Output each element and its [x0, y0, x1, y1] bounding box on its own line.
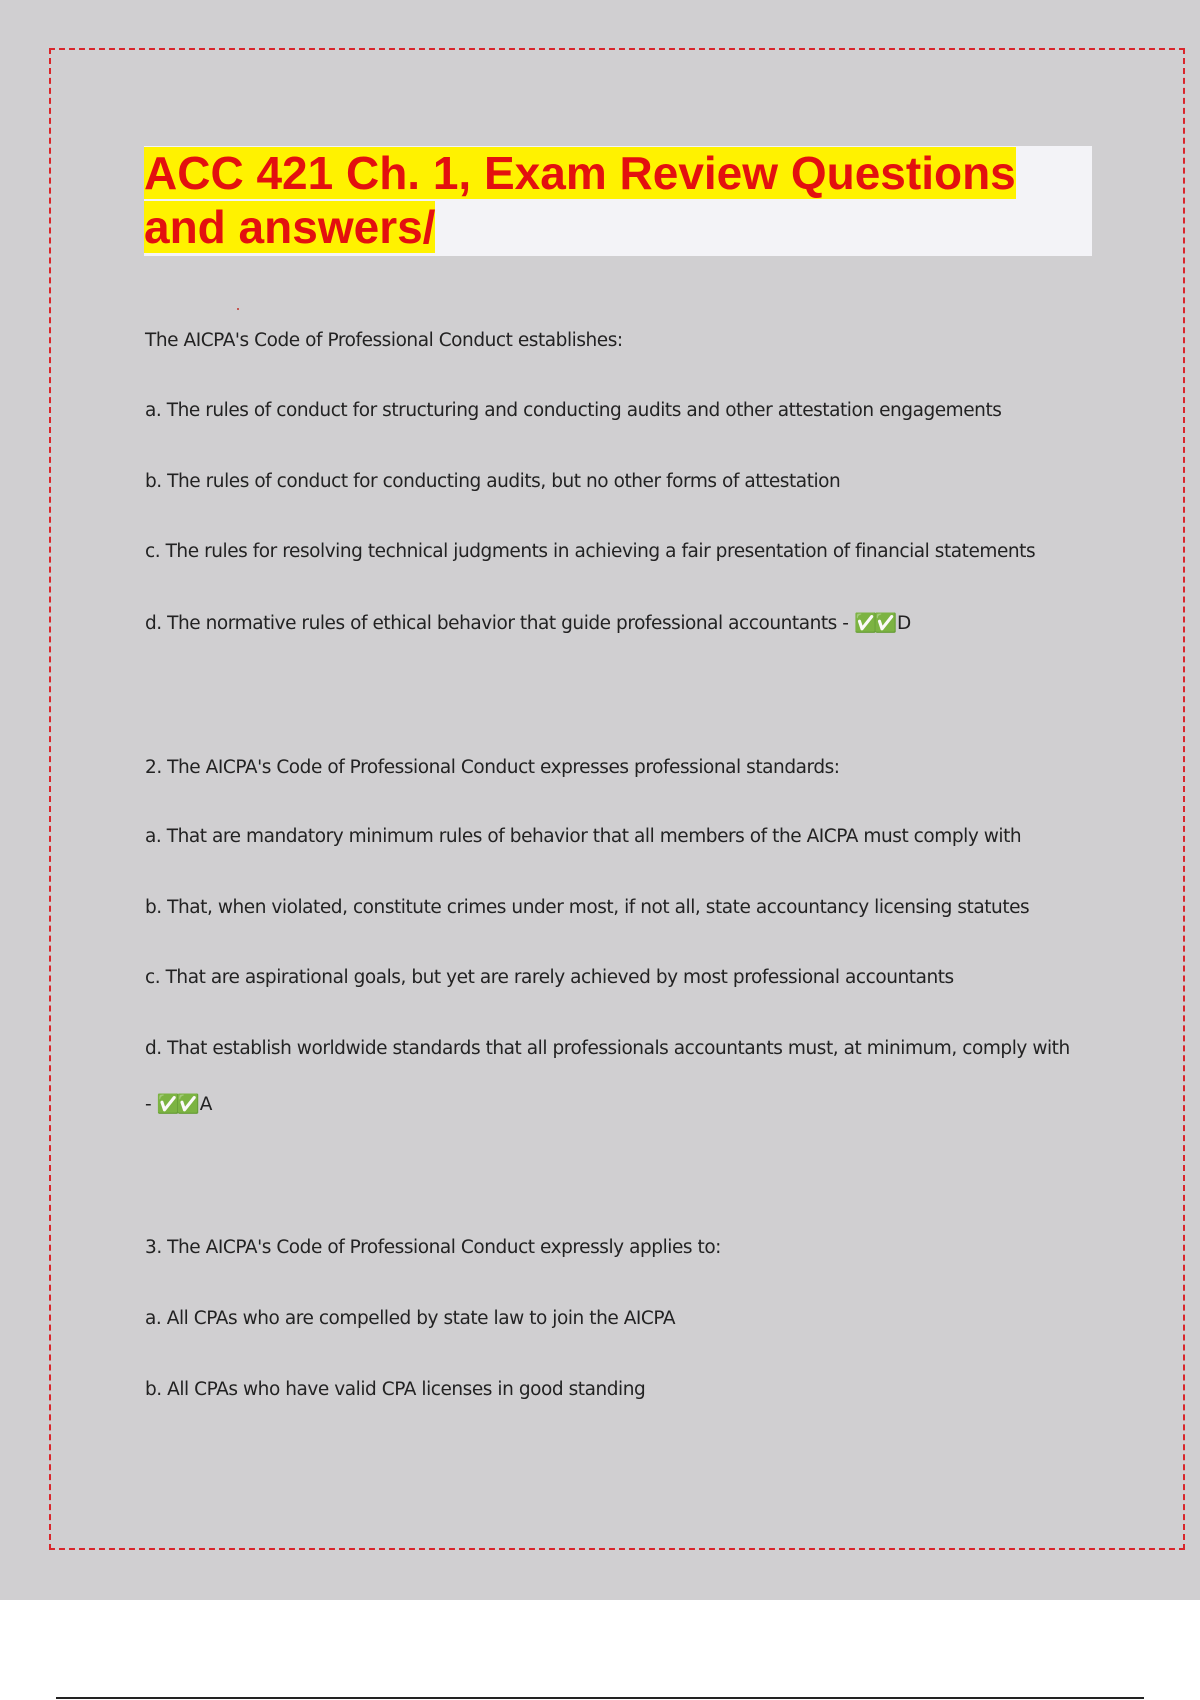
question-2-dash: - — [145, 1094, 152, 1115]
title-line-1: ACC 421 Ch. 1, Exam Review Questions — [144, 147, 1016, 199]
double-check-icon: ✅✅ — [853, 613, 895, 634]
question-1-option-d-line — [145, 612, 911, 636]
title-block — [144, 146, 1092, 256]
question-2-option-a: a. That are mandatory minimum rules of behavior that all members of the AICPA must comply with — [145, 826, 1022, 847]
question-3-stem: 3. The AICPA's Code of Professional Conduct expressly applies to: — [145, 1237, 721, 1258]
question-1-option-d: d. The normative rules of ethical behavior that guide professional accountants - — [145, 613, 849, 634]
question-1-answer: D — [897, 613, 911, 634]
question-2-option-d: d. That establish worldwide standards that all professionals accountants must, at minimum, comply with — [145, 1038, 1070, 1059]
question-2-option-b: b. That, when violated, constitute crimes under most, if not all, state accountancy licensing statutes — [145, 897, 1030, 918]
question-2-answer: A — [199, 1094, 212, 1115]
question-1-stem: The AICPA's Code of Professional Conduct establishes: — [145, 330, 623, 351]
question-2-option-c: c. That are aspirational goals, but yet are rarely achieved by most professional accountants — [145, 967, 954, 988]
document-title — [144, 146, 1092, 254]
question-1-option-a: a. The rules of conduct for structuring and conducting audits and other attestation engagements — [145, 400, 1002, 421]
double-check-icon: ✅✅ — [156, 1094, 197, 1115]
question-2-stem: 2. The AICPA's Code of Professional Conduct expresses professional standards: — [145, 757, 840, 778]
question-3-option-a: a. All CPAs who are compelled by state law to join the AICPA — [145, 1308, 676, 1329]
question-1-option-b: b. The rules of conduct for conducting audits, but no other forms of attestation — [145, 471, 841, 492]
stray-dot — [237, 308, 239, 310]
footer-rule — [56, 1697, 1144, 1699]
title-line-2: and answers/ — [144, 201, 436, 253]
question-1-option-c: c. The rules for resolving technical judgments in achieving a fair presentation of financial statements — [145, 541, 1036, 562]
question-3-option-b: b. All CPAs who have valid CPA licenses in good standing — [145, 1379, 646, 1400]
question-2-answer-line — [145, 1093, 212, 1117]
